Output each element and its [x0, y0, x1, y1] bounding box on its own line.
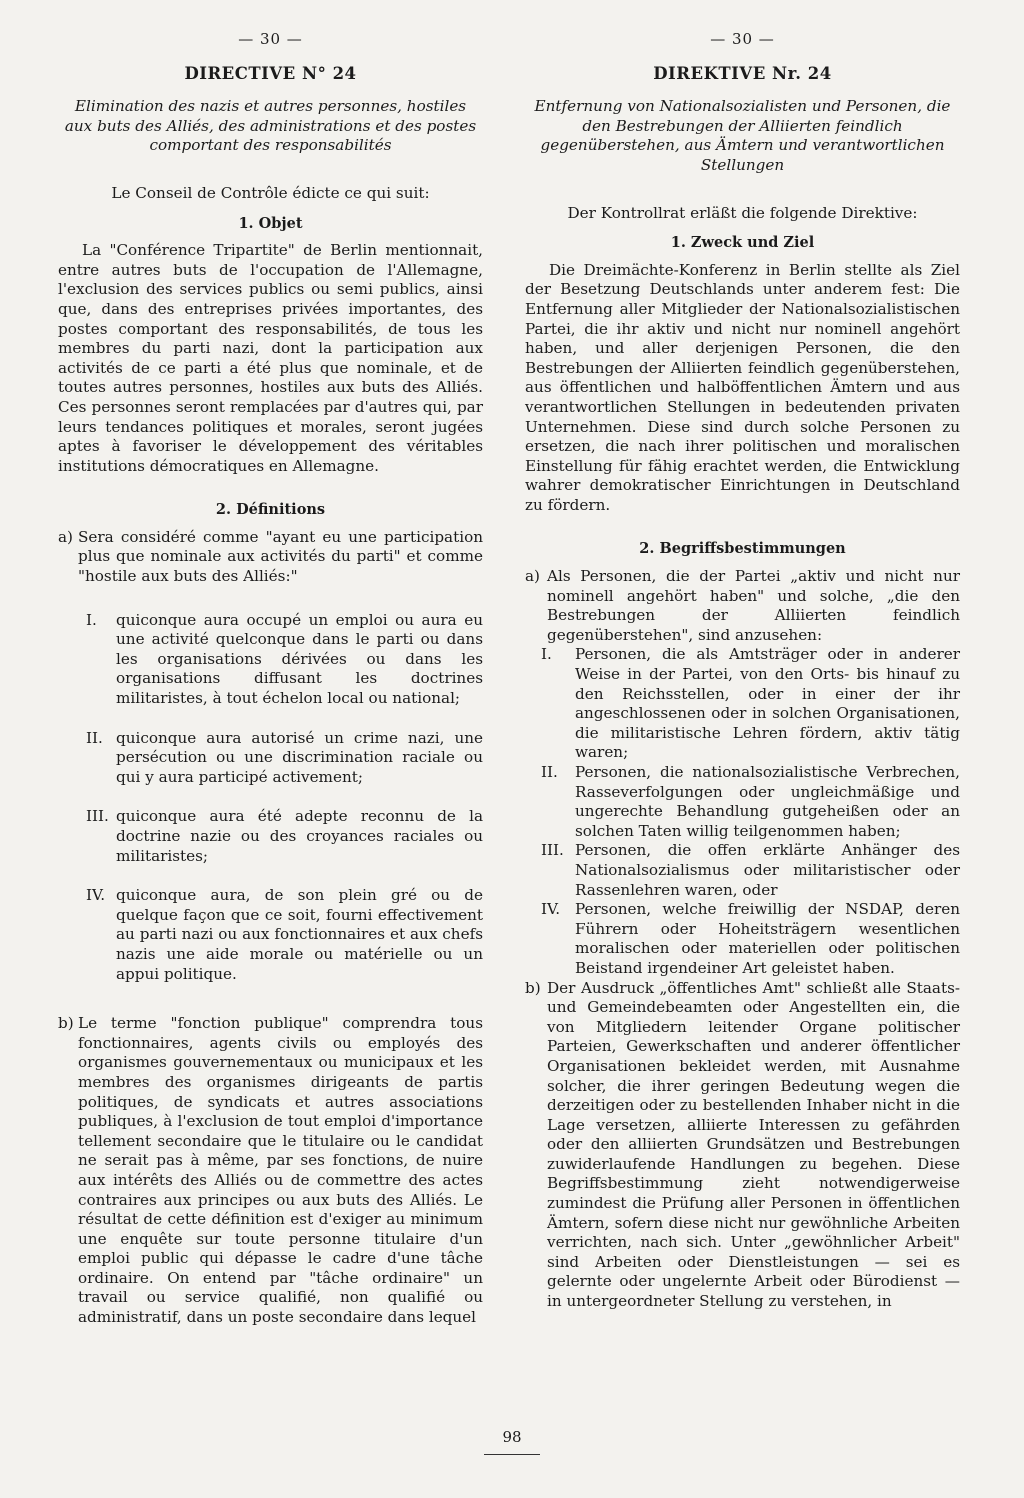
section-heading-zweck: 1. Zweck und Ziel [670, 234, 815, 252]
definition-item-iii [86, 807, 483, 866]
definition-item-ii [86, 729, 483, 788]
item-text: quiconque aura occupé un emploi ou aura eu une activité quelconque dans le parti ou dans les organisations dérivées ou dans les organisations diffusant les doctrines militaristes, à tout échelon local ou national; [116, 610, 483, 708]
intro-line: Der Kontrollrat erläßt die folgende Direktive: [567, 203, 918, 222]
directive-subtitle: Entfernung von Nationalsozialisten und Personen, die den Bestrebungen der Alliierten feindlich gegenüberstehen, aus Ämtern und verantwortlichen Stellungen [534, 97, 951, 174]
item-text: quiconque aura, de son plein gré ou de quelque façon que ce soit, fourni effectivement au parti nazi ou aux fonctionnaires et aux chefs nazis une aide morale ou matérielle ou un appui politique. [116, 886, 483, 983]
definition-item-ii [541, 763, 960, 841]
french-column [58, 30, 483, 1352]
definition-item-iv [541, 900, 960, 978]
directive-title: DIRECTIVE N° 24 [184, 63, 357, 83]
item-label: III. [86, 807, 109, 826]
section-heading-objet: 1. Objet [238, 214, 303, 232]
item-label: I. [541, 645, 552, 664]
section-objet-text: La "Conférence Tripartite" de Berlin mentionnait, entre autres buts de l'occupation de l'Allemagne, l'exclusion des services publics ou semi publics, ainsi que, dans des entreprises privées importantes, des postes comportant des responsabilités, de tous les membres du parti nazi, dont la participation aux activités de ce parti a été plus que nominale, et de toutes autres personnes, hostiles aux buts des Alliés. Ces personnes seront remplacées par d'autres qui, par leurs tendances politiques et morales, seront jugées aptes à favoriser le développement des véritables institutions démocratiques en Allemagne. [58, 241, 483, 475]
item-text: Der Ausdruck „öffentliches Amt" schließt alle Staats- und Gemeindebeamten oder Angestellten ein, die von Mitgliedern leitender Organe politischer Parteien, Gewerkschaften und anderer öffentlicher Organisationen bekleidet werden, mit Ausnahme solcher, die ihrer geringen Bedeutung wegen die derzeitigen oder zu bestellenden Inhaber nicht in die Lage versetzen, alliierte Interessen zu gefährden oder den alliierten Grundsätzen und Bestrebungen zuwiderlaufende Handlungen zu begehen. Diese Begriffsbestimmung zieht notwendigerweise zumindest die Prüfung aller Personen in öffentlichen Ämtern, sofern diese nicht nur gewöhnliche Arbeiten verrichten, nach sich. Unter „gewöhnlicher Arbeit" sind Arbeiten oder Dienstleistungen — sei es gelernte oder ungelernte Arbeit oder Bürodienst — in untergeordneter Stellung zu verstehen, in [547, 978, 960, 1311]
item-label: IV. [86, 886, 106, 905]
item-label: a) [525, 567, 540, 586]
directive-title: DIREKTIVE Nr. 24 [653, 63, 832, 83]
item-label: IV. [541, 900, 561, 919]
page-number: — 30 — [238, 30, 303, 48]
item-label: I. [86, 610, 97, 629]
item-label: III. [541, 841, 564, 860]
section-zweck-text: Die Dreimächte-Konferenz in Berlin stellte als Ziel der Besetzung Deutschlands unter anderem fest: Die Entfernung aller Mitglieder der Nationalsozialistischen Partei, die ihr aktiv und nicht nur nominell angehört haben, und aller derjenigen Personen, die den Bestrebungen der Alliierten feindlich gegenüberstehen, aus öffentlichen und halböffentlichen Ämtern und aus verantwortlichen Stellungen in bedeutenden privaten Unternehmen. Diese sind durch solche Personen zu ersetzen, die nach ihrer politischen und moralischen Einstellung für fähig erachtet werden, die Entwicklung wahrer demokratischer Einrichtungen in Deutschland zu fördern. [525, 260, 960, 514]
definition-item-i [541, 645, 960, 763]
footer-rule [484, 1454, 540, 1455]
german-column [525, 30, 960, 1312]
section-heading-begriffe: 2. Begriffsbestimmungen [639, 540, 846, 558]
item-text: Personen, die offen erklärte Anhänger des Nationalsozialismus oder militaristischer oder Rassenlehren waren, oder [575, 841, 960, 899]
definition-a [525, 567, 960, 645]
item-text: Le terme "fonction publique" comprendra tous fonctionnaires, agents civils ou employés des organismes gouvernementaux ou municipaux et les membres des organismes dirigeants de partis politiques, de syndicats et autres associations publiques, à l'exclusion de tout emploi d'importance tellement secondaire que le titulaire ou le candidat ne serait pas à même, par ses fonctions, de nuire aux intérêts des Alliés ou de commettre des actes contraires aux principes ou aux buts des Alliés. Le résultat de cette définition est d'exiger au minimum une enquête sur toute personne titulaire d'un emploi public qui dépasse le cadre d'une tâche ordinaire. On entend par "tâche ordinaire" un travail ou service qualifié, non qualifié ou administratif, dans un poste secondaire dans lequel [78, 1014, 483, 1327]
item-label: b) [58, 1014, 74, 1033]
item-text: quiconque aura été adepte reconnu de la doctrine nazie ou des croyances raciales ou militaristes; [116, 807, 483, 865]
item-label: II. [541, 763, 558, 781]
item-text: Personen, die nationalsozialistische Verbrechen, Rasseverfolgungen oder ungleichmäßige und ungerechte Behandlung gutgeheißen oder an solchen Taten willig teilgenommen haben; [575, 763, 960, 840]
definition-item-iii [541, 841, 960, 900]
item-text: Sera considéré comme "ayant eu une participation plus que nominale aux activités du parti" et comme "hostile aux buts des Alliés:" [78, 527, 483, 586]
page-footer [0, 1428, 1024, 1455]
item-text: Als Personen, die der Partei „aktiv und nicht nur nominell angehört haben" und solche, „die den Bestrebungen der Alliierten feindlich gegenüberstehen", sind anzusehen: [547, 567, 960, 644]
item-text: Personen, die als Amtsträger oder in anderer Weise in der Partei, von den Orts- bis hinauf zu den Reichsstellen, oder in einer der ihr angeschlossenen oder in solchen Organisationen, die militaristische Lehren fördern, aktiv tätig waren; [575, 645, 960, 762]
item-label: II. [86, 728, 103, 747]
definition-b [58, 1014, 483, 1328]
section-heading-definitions: 2. Définitions [215, 501, 326, 519]
item-label: a) [58, 527, 73, 546]
item-label: b) [525, 978, 541, 997]
footer-page-number: 98 [502, 1428, 522, 1446]
item-text: quiconque aura autorisé un crime nazi, une persécution ou une discrimination raciale ou qui y aura participé activement; [116, 728, 483, 786]
definition-item-i [86, 611, 483, 709]
intro-line: Le Conseil de Contrôle édicte ce qui suit: [111, 183, 430, 202]
page-number: — 30 — [710, 30, 775, 48]
directive-subtitle: Elimination des nazis et autres personnes, hostiles aux buts des Alliés, des administrations et des postes comportant des responsabilités [64, 97, 477, 155]
definition-item-iv [86, 886, 483, 984]
definition-b [525, 979, 960, 1312]
item-text: Personen, welche freiwillig der NSDAP, deren Führern oder Hoheitsträgern wesentlichen moralischen oder materiellen oder politischen Beistand irgendeiner Art geleistet haben. [575, 900, 960, 977]
definition-a [58, 528, 483, 587]
